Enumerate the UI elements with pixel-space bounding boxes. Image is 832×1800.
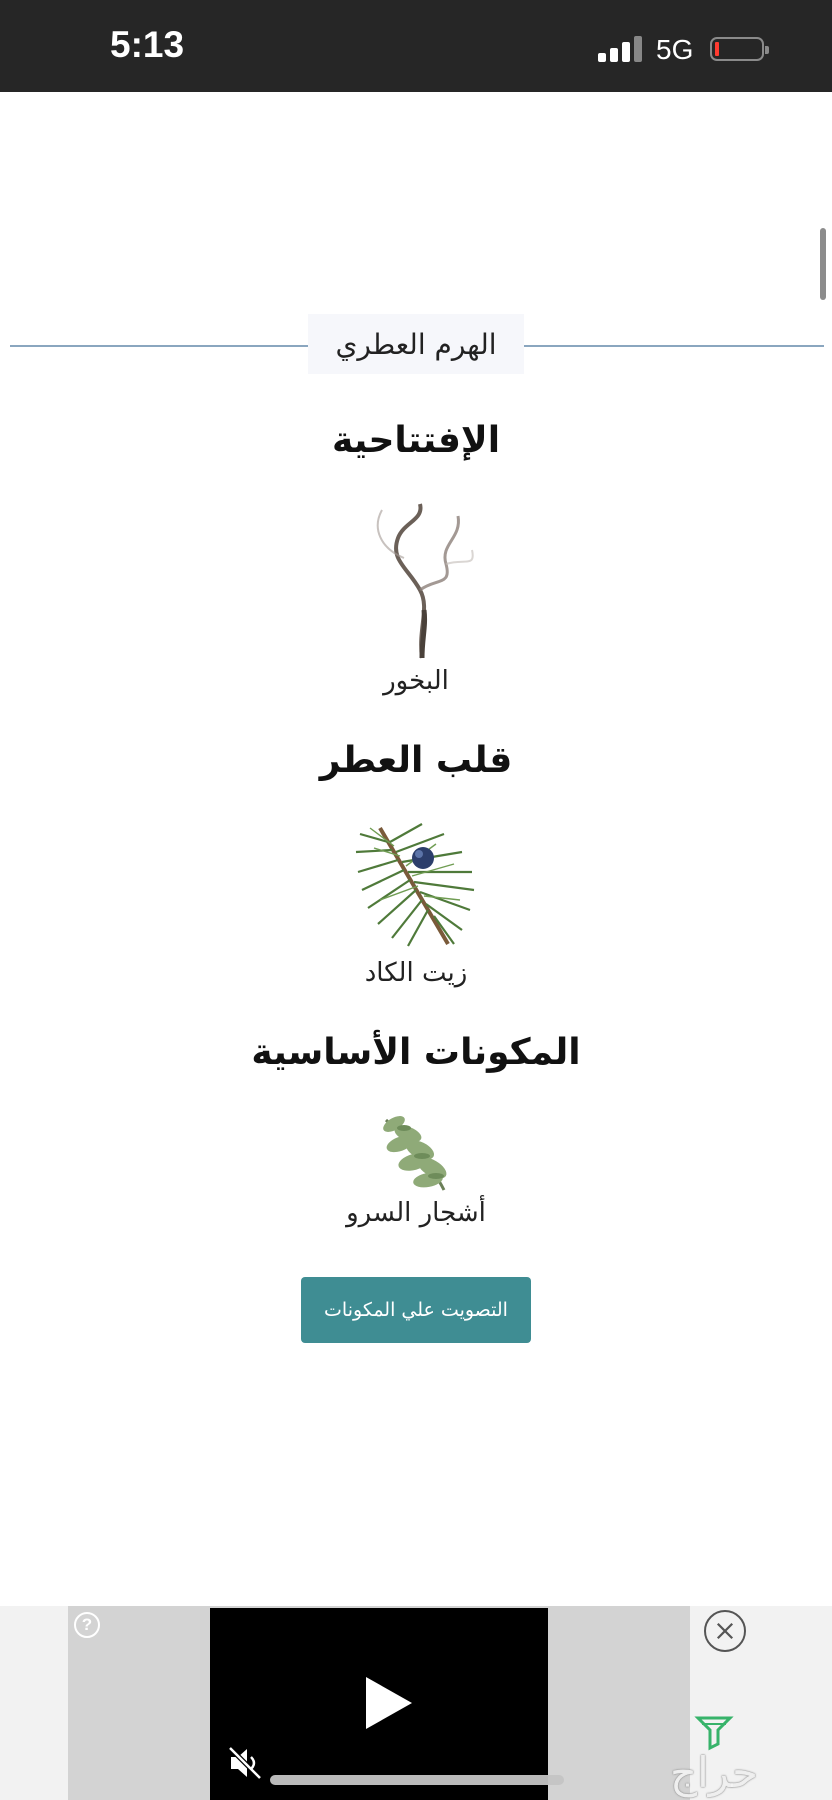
adchoices-icon[interactable] (694, 1712, 734, 1752)
scroll-indicator[interactable] (820, 228, 826, 300)
signal-icon (598, 36, 644, 62)
mute-icon[interactable] (227, 1745, 263, 1781)
battery-icon (710, 37, 764, 61)
top-notes-heading: الإفتتاحية (331, 420, 501, 461)
close-icon[interactable] (704, 1610, 746, 1652)
heart-notes-heading: قلب العطر (319, 740, 513, 781)
juniper-branch-image (350, 820, 480, 950)
ad-video-player[interactable] (210, 1608, 548, 1800)
heart-note-label: زيت الكاد (364, 958, 468, 988)
help-icon[interactable]: ? (74, 1612, 100, 1638)
top-note-label: البخور (383, 666, 449, 696)
incense-smoke-image (360, 498, 490, 660)
video-progress-bar[interactable] (270, 1775, 564, 1785)
base-notes-heading: المكونات الأساسية (251, 1032, 581, 1073)
play-icon[interactable] (362, 1675, 414, 1731)
network-type: 5G (656, 34, 694, 65)
vote-ingredients-button[interactable]: التصويت علي المكونات (301, 1277, 531, 1343)
status-bar (0, 0, 832, 92)
brand-watermark: حراج (670, 1748, 758, 1797)
cypress-branch-image (374, 1110, 458, 1192)
status-time: 5:13 (110, 24, 185, 65)
pyramid-title: الهرم العطري (308, 314, 524, 374)
base-note-label: أشجار السرو (346, 1198, 486, 1228)
